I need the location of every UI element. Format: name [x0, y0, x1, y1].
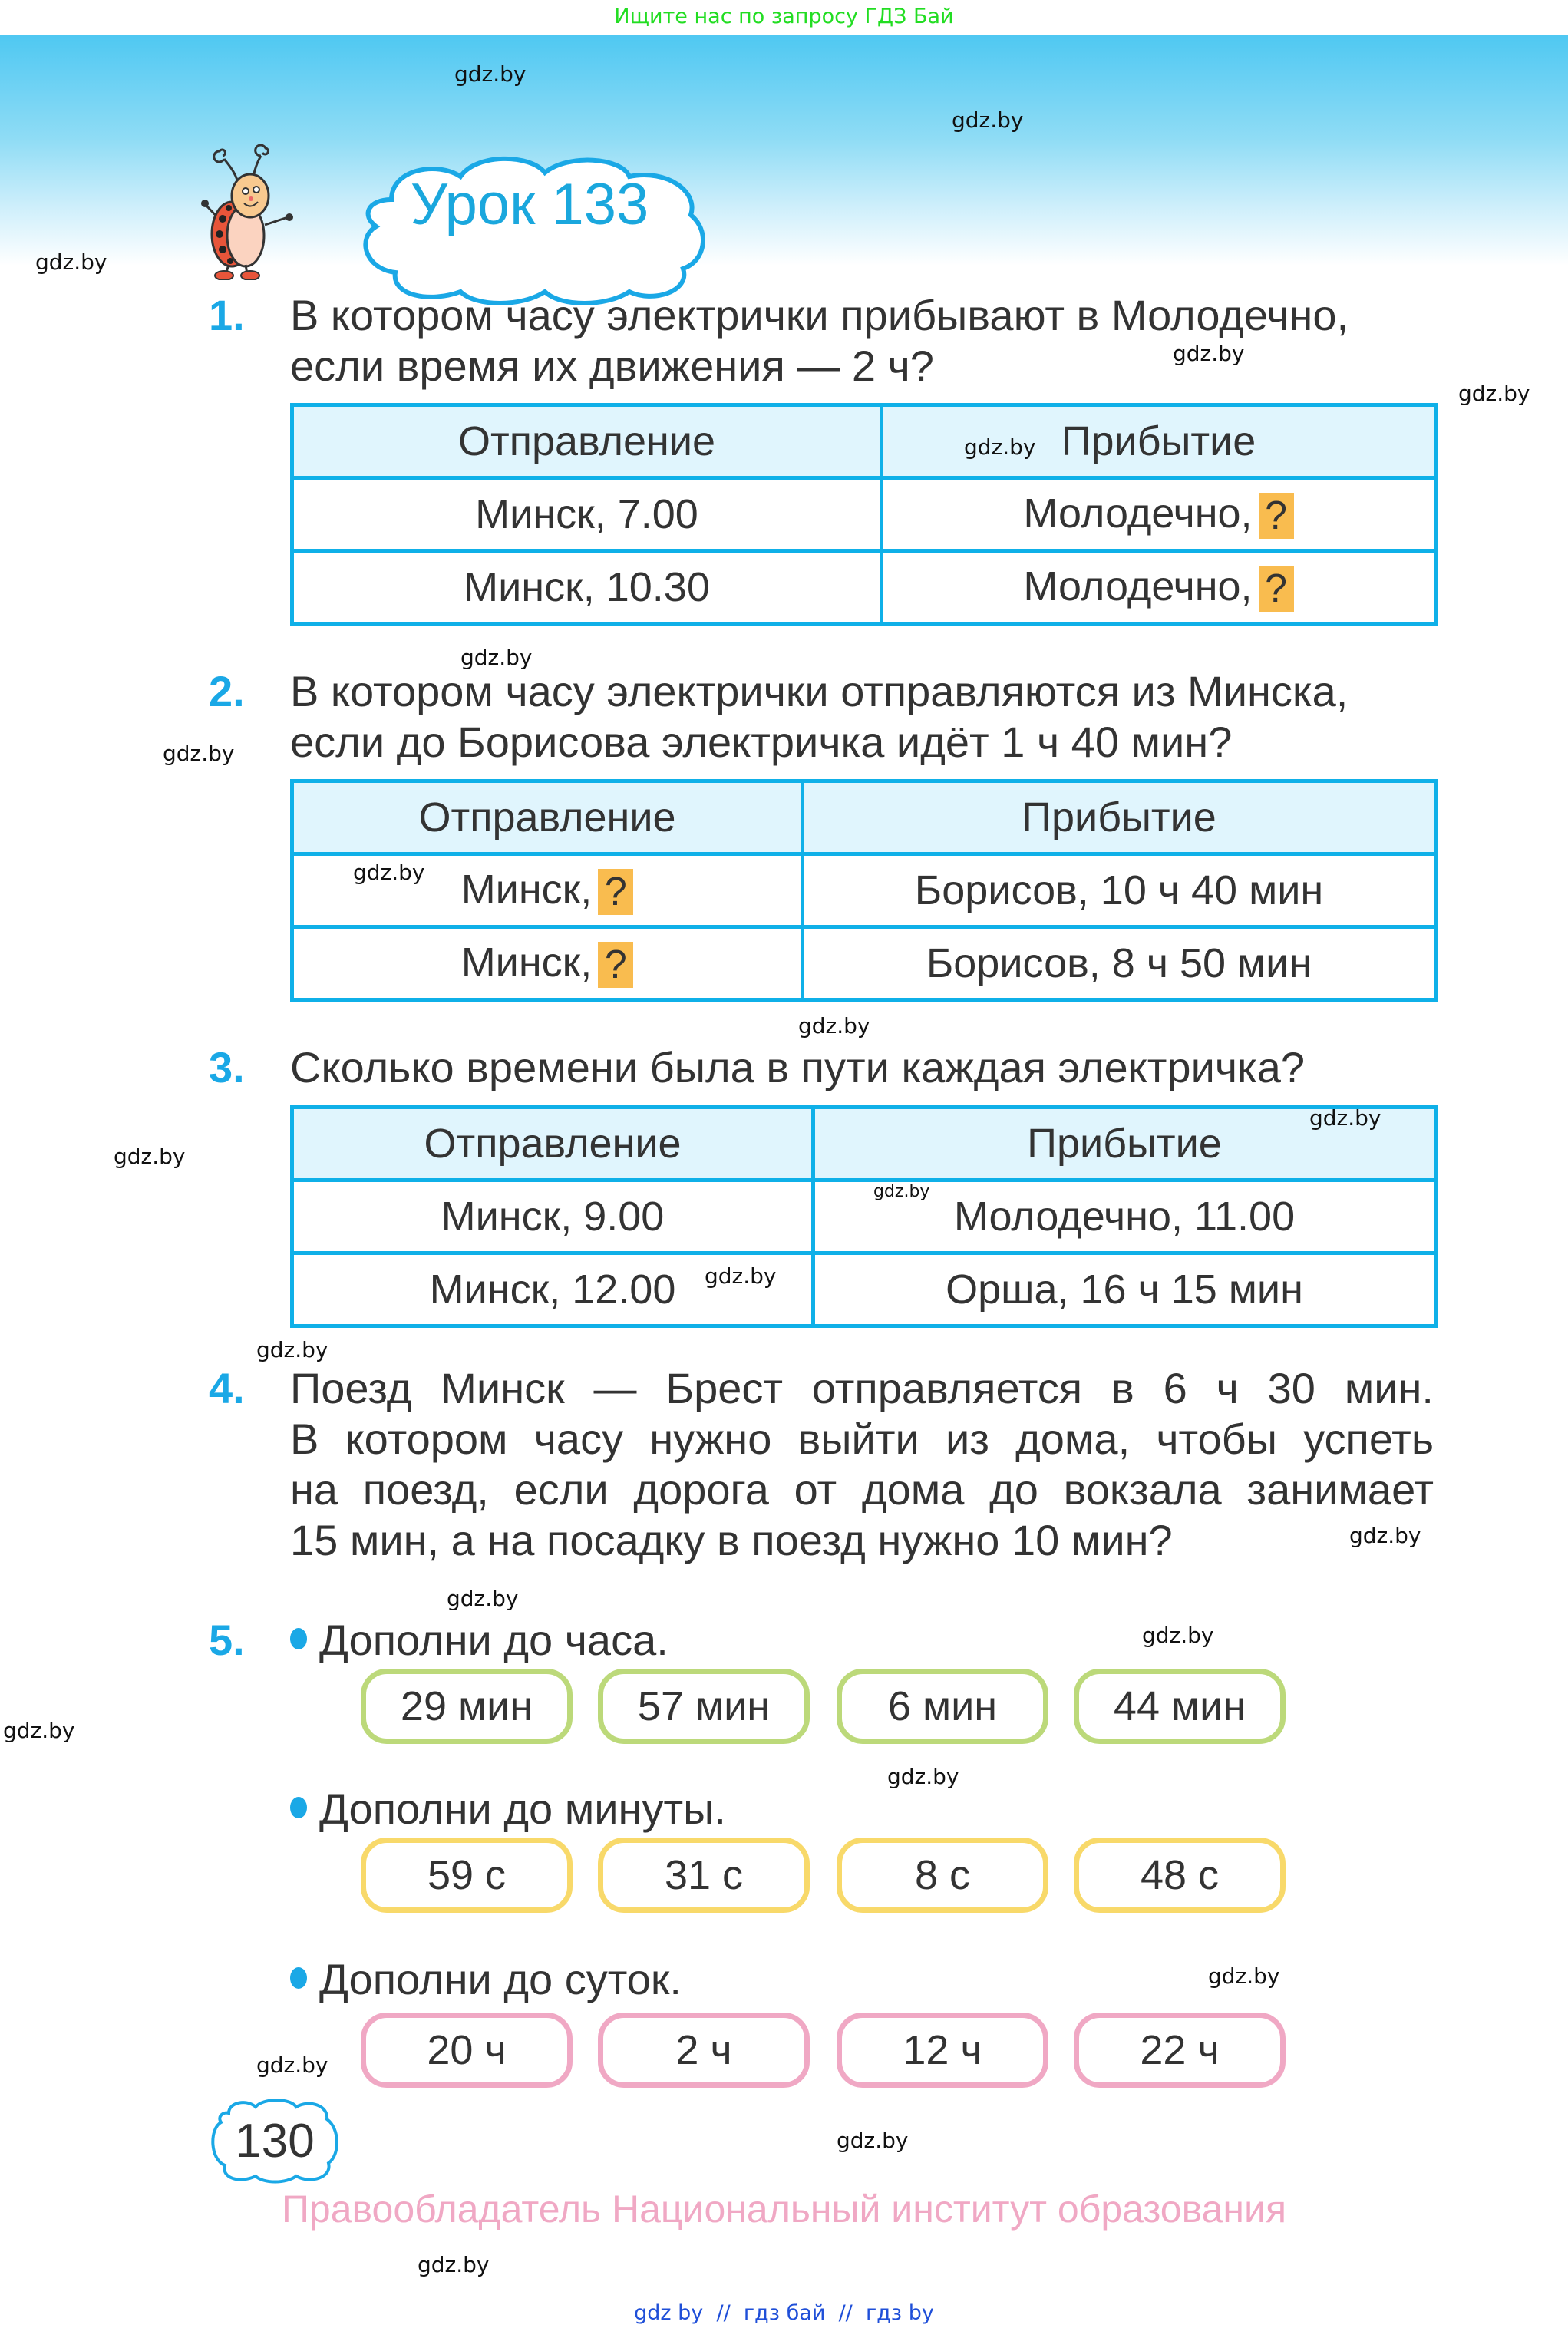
problem-3-schedule-table — [290, 1105, 1438, 1328]
page-number: 130 — [235, 2115, 315, 2168]
table-row — [292, 927, 1436, 1000]
footer-link-gdz-by[interactable]: gdz by — [634, 2301, 704, 2325]
watermark: gdz.by — [114, 1144, 186, 1169]
watermark: gdz.by — [1309, 1105, 1381, 1131]
watermark: gdz.by — [447, 1586, 519, 1611]
problem-4-text-line-4: 15 мин, а на посадку в поезд нужно 10 мин? — [290, 1516, 1173, 1564]
watermark: gdz.by — [1208, 1963, 1280, 1989]
problem-1-number: 1. — [209, 291, 245, 339]
top-search-banner: Ищите нас по запросу ГДЗ Бай — [0, 0, 1568, 35]
watermark: gdz.by — [454, 61, 527, 87]
table-row — [292, 854, 1436, 927]
answer-pill[interactable]: 29 мин — [361, 1669, 573, 1744]
exercise-group-day — [290, 1954, 682, 2005]
watermark: gdz.by — [1173, 341, 1245, 366]
answer-pill[interactable]: 6 мин — [837, 1669, 1048, 1744]
column-header-arrival: Прибытие — [803, 781, 1436, 854]
copyright-notice: Правообладатель Национальный институт образования — [281, 2188, 1287, 2231]
departure-cell: Минск, 10.30 — [292, 551, 882, 624]
lesson-title: Урок 133 — [410, 172, 649, 237]
watermark: gdz.by — [873, 1182, 930, 1201]
column-header-departure: Отправление — [292, 405, 882, 478]
watermark: gdz.by — [35, 249, 107, 275]
arrival-text: Молодечно, — [1023, 563, 1253, 609]
watermark: gdz.by — [705, 1263, 777, 1289]
footer-separator: // — [716, 2301, 731, 2325]
watermark: gdz.by — [964, 434, 1036, 460]
ladybug-mascot-icon — [192, 142, 299, 280]
watermark: gdz.by — [256, 2052, 328, 2078]
footer-link-gdz-by-cyr[interactable]: гдз by — [865, 2301, 934, 2325]
problem-2-schedule-table — [290, 779, 1438, 1002]
watermark: gdz.by — [418, 2252, 490, 2277]
problem-1-text-line-1: В котором часу электрички прибывают в Молодечно, — [290, 291, 1349, 339]
unknown-value-badge: ? — [598, 942, 633, 988]
watermark: gdz.by — [1349, 1523, 1421, 1548]
answer-pill[interactable]: 57 мин — [598, 1669, 810, 1744]
watermark: gdz.by — [256, 1337, 328, 1362]
watermark: gdz.by — [952, 107, 1024, 133]
unknown-value-badge: ? — [1259, 566, 1294, 612]
problem-4-number: 4. — [209, 1364, 245, 1412]
footer-link-gdz-bai[interactable]: гдз бай — [743, 2301, 826, 2325]
answer-pill[interactable]: 44 мин — [1074, 1669, 1286, 1744]
departure-cell: Минск, 7.00 — [292, 478, 882, 551]
table-row — [292, 478, 1436, 551]
arrival-text: Молодечно, — [1023, 490, 1253, 537]
problem-4-text-line-2: В котором часу нужно выйти из дома, чтобы успеть — [290, 1415, 1434, 1463]
problem-1-schedule-table — [290, 403, 1438, 626]
problem-5-number: 5. — [209, 1616, 245, 1664]
group-label: Дополни до минуты. — [319, 1785, 726, 1833]
arrival-cell — [882, 478, 1436, 551]
departure-text: Минск, — [460, 866, 593, 913]
column-header-arrival: Прибытие — [882, 405, 1436, 478]
arrival-cell: Борисов, 8 ч 50 мин — [803, 927, 1436, 1000]
problem-3-number: 3. — [209, 1043, 245, 1091]
watermark: gdz.by — [1458, 381, 1530, 406]
watermark: gdz.by — [837, 2128, 909, 2153]
watermark: gdz.by — [3, 1718, 75, 1743]
answer-pill[interactable]: 8 с — [837, 1838, 1048, 1913]
arrival-cell: Молодечно, 11.00 — [814, 1181, 1436, 1253]
answer-pill[interactable]: 22 ч — [1074, 2013, 1286, 2088]
group-label: Дополни до суток. — [319, 1955, 682, 2003]
bullet-icon — [290, 1967, 307, 1989]
watermark: gdz.by — [887, 1764, 959, 1789]
answer-pill[interactable]: 59 с — [361, 1838, 573, 1913]
watermark: gdz.by — [798, 1013, 870, 1039]
problem-2-number: 2. — [209, 667, 245, 715]
departure-cell — [292, 927, 803, 1000]
group-label: Дополни до часа. — [319, 1616, 668, 1664]
answer-pill[interactable]: 2 ч — [598, 2013, 810, 2088]
problem-4-text-line-1: Поезд Минск — Брест отправляется в 6 ч 30 мин. — [290, 1364, 1434, 1412]
watermark: gdz.by — [1142, 1623, 1214, 1648]
problem-1-text-line-2: если время их движения — 2 ч? — [290, 342, 934, 390]
answer-pill[interactable]: 48 с — [1074, 1838, 1286, 1913]
answer-pill[interactable]: 20 ч — [361, 2013, 573, 2088]
watermark: gdz.by — [460, 645, 533, 670]
footer-separator: // — [838, 2301, 853, 2325]
column-header-arrival: Прибытие — [814, 1108, 1436, 1181]
departure-cell: Минск, 12.00 — [292, 1253, 814, 1326]
answer-pill[interactable]: 31 с — [598, 1838, 810, 1913]
exercise-group-minute — [290, 1784, 726, 1834]
bullet-icon — [290, 1797, 307, 1818]
departure-cell: Минск, 9.00 — [292, 1181, 814, 1253]
problem-3-text: Сколько времени была в пути каждая электричка? — [290, 1043, 1306, 1091]
arrival-cell — [882, 551, 1436, 624]
unknown-value-badge: ? — [1259, 493, 1294, 539]
problem-2-text-line-2: если до Борисова электричка идёт 1 ч 40 мин? — [290, 718, 1233, 766]
problem-2-text-line-1: В котором часу электрички отправляются из Минска, — [290, 667, 1348, 715]
footer-links — [0, 2301, 1568, 2325]
arrival-cell: Борисов, 10 ч 40 мин — [803, 854, 1436, 927]
problem-4-text-line-3: на поезд, если дорога от дома до вокзала занимает — [290, 1465, 1434, 1514]
arrival-cell: Орша, 16 ч 15 мин — [814, 1253, 1436, 1326]
table-row — [292, 1181, 1436, 1253]
table-row — [292, 1253, 1436, 1326]
exercise-group-hour — [290, 1615, 668, 1666]
column-header-departure: Отправление — [292, 781, 803, 854]
departure-text: Минск, — [460, 939, 593, 986]
bullet-icon — [290, 1628, 307, 1649]
column-header-departure: Отправление — [292, 1108, 814, 1181]
answer-pill[interactable]: 12 ч — [837, 2013, 1048, 2088]
watermark: gdz.by — [353, 860, 425, 885]
watermark: gdz.by — [163, 741, 235, 766]
table-row — [292, 551, 1436, 624]
unknown-value-badge: ? — [598, 869, 633, 915]
